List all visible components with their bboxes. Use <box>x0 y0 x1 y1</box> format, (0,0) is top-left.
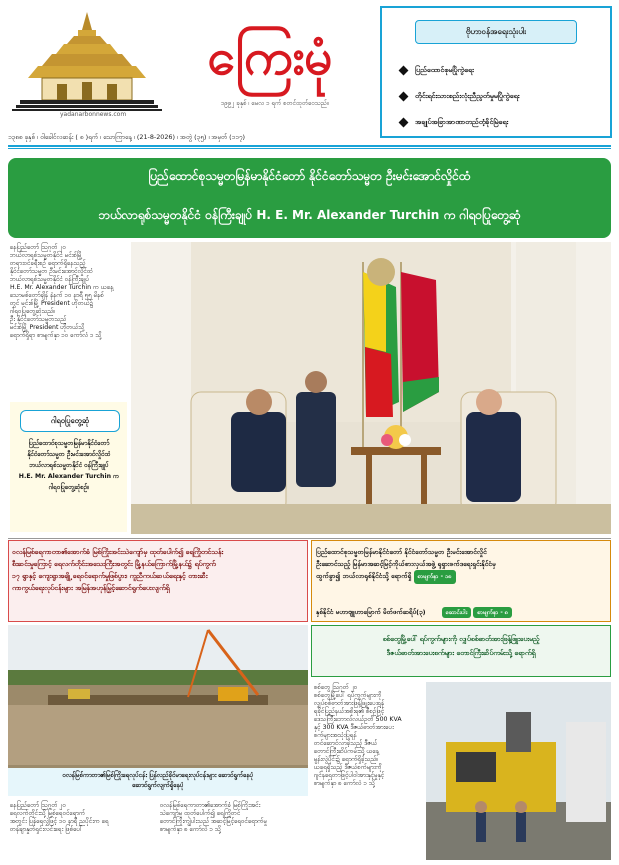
lead-photo <box>131 242 611 534</box>
newspaper-title: ကြေးမုံ <box>207 27 332 86</box>
headline-line-1: ပြည်ထောင်စုသမ္မတမြန်မာနိုင်ငံတော် နိုင်ငံတော်သမ္မတ ဦးမင်းအောင်လှိုင်ထံ <box>148 169 471 183</box>
article-tag: ဆောင်းပါး <box>442 607 471 618</box>
bottom-column-1: နေပြည်တော် ဩဂုတ် ၂၀ ရေလက်တိုင်းသို့ မြစ်ရေဝင်ရောက် အတွင်း ပြန်ရေလွှဲဖြင့် ၁၀ နာရီ ညပိုင်းက ရေ တန်ချာနှုတ်ရှင်းလင်းရေး ဖြစ်ပေါ် <box>10 802 109 833</box>
story-flood-headline: ဝလန်မြစ်ရေကာတာ၏အောက်ခံ မြစ်ကြိုးအင်းသဲကျော်မှ ထုတ်ပေါက်၍ ရေကြိုတင်သန်း စီးဆင်းမှုကြောင့် ရေလက်တိုင်းအသေးကြီးအတွင်း မြို့နယ်ကြောက်မြို့နယ်၌ ရပ်ကွက် ၁၇ ရွာနှင့် ကျေးရွာအချို့ ရေဝင်ရောက်မှုဖြစ်ပွား၊ ကူညီကယ်ဆယ်ရေးနှင့် တားဆီး ကာကွယ်ရေးလုပ်ငန်းများ အမြန်အဟုန်မြှင့်ဆောင်ရွက်ပေးလျက်ရှိ <box>12 548 224 592</box>
divider <box>8 538 611 539</box>
motto-heading: ဗိုဟာဝန်အရေးသုံးပါး <box>415 20 577 44</box>
diamond-bullet-icon <box>399 117 409 127</box>
motto-item: ပြည်ထောင်စုမပြိုကွဲရေး <box>400 66 605 76</box>
story-delegation-subhead: နှစ်နိုင်ငံ မဟာဗျူဟာမြောက် မိတ်ဖက်ဆရိပ်(၃) ဆောင်းပါး စာမျက်နှာ - ၈ <box>316 607 606 618</box>
page-reference: စာမျက်နှာ - ၈ <box>473 607 512 618</box>
flood-photo-caption: ဝလန်မြစ်ကာတာ၏မြစ်ကြိုးရေလုပ်ငန်း ပြန်လည်ခိုင်မာရေးလုပ်ငန်းများ ဆောင်ရွက်နေပုံ ဆောင်ရွက်လျက်ရှိနေပုံ <box>8 768 308 796</box>
story-generator-text: စစ်တွေ ဩဂုတ် ၂၀ စစ်တွေမြို့ပေါ် ရပ်ကွက်များကို လျှပ်စစ်ဓာတ်အားဖြန့်ဖြူးပေးရန် ရခိုင်ပြည်နယ်အစိုးရ၏ စီစဉ်ဖြင့် ဒေသကြီးဘောလ်လယ်ဥတိ 500 KVA နှင့် 300 KVA ဒီဇယ်ဓာတ်အားပေး စက်များအသုံးပြုရန် တင်ဆောင်လာခဲ့သည့် ဒီဇယ် တောင်ကြီးဆိပ်ကမ်းသို့ ယနေ့ မွန်းလွဲပိုင်း၌ ရောက်ရှိခဲ့သည်။ ယခုရရှိသည့် ဒီဇယ်စက်များကို ဂျင်နရေတာဖြင့်ပါဝါအားနှင့်မှုနှင့် စာမျက်နှာ ၈ ကော်လံ ၁ သို့ <box>314 684 402 787</box>
divider <box>8 148 611 149</box>
founding-dateline: ၁၉၉၂ ခုနှစ် ၊ မေလ ၁ ရက် စတင်ထုတ်ဝေသည်။ <box>221 100 329 107</box>
story-generator-headline: စစ်တွေမြို့ပေါ် ရပ်ကွက်များကို လျှပ်စစ်ဓာတ်အားဖြန့်ဖြူးပေးမည့် ဒီဇယ်ဓာတ်အားပေးစက်များ တောင်ကြီးဆိပ်ကမ်းသို့ ရောက်ရှိ <box>382 635 540 657</box>
lead-story-text: နေပြည်တော် ဩဂုတ် ၂၀ ဘယ်လာရုစ်သမ္မတနိုင်ငံ မင်းစ်မြို့ တရားဝင်ခရီးစဉ် ရောက်ရှိနေသည့် နိုင်ငံတော်သမ္မတ ဦးမင်းအောင်လှိုင်ထံ ဘယ်လာရုစ်သမ္မတနိုင်ငံ ဝန်ကြီးချုပ် H.E. Mr. Alexander Turchin က ယနေ့ သောမစ်တော်ချိန် နံနက် ၁၀ နာရီ ၅၅ မိနစ် တွင် မင်းစ်မြို့ President ဟိုတယ်၌ ဂါရဝပြုတွေ့ဆုံသည်။ ဦး နိုင်ငံတော်သမ္မတသည် မင်းစ်မြို့ President ဟိုတယ်သို့ ရောက်ရှိရာ စာမျက်နှာ ၁၀ ကော်လံ ၁ သို့ <box>10 244 114 339</box>
pagoda-emblem-icon <box>12 10 162 120</box>
diamond-bullet-icon <box>399 65 409 75</box>
motto-item: အချုပ်အခြာအာဏာတည်တံ့ခိုင်မြဲရေး <box>400 118 605 128</box>
divider <box>8 145 611 147</box>
page-reference: စာမျက်နှာ - ၁၈ <box>414 570 456 584</box>
story-delegation-headline: ပြည်ထောင်စုသမ္မတမြန်မာနိုင်ငံတော် နိုင်ငံတော်သမ္မတ ဦးမင်းအောင်လှိုင် ဦးဆောင်သည့် မြန်မာအဆင့်မြင့်ကိုယ်စားလှယ်အဖွဲ့ ရုရှားဖက်ဒရေးရှင်းနိုင်ငံမှ ထွက်ခွာ၍ ဘယ်လာရုစ်နိုင်ငံသို့ ရောက်ရှိ စာမျက်နှာ - ၁၈ <box>316 546 606 584</box>
caption-text: ပြည်ထောင်စုသမ္မတမြန်မာနိုင်ငံတော် နိုင်ငံတော်သမ္မတ ဦးမင်းအောင်လှိုင်ထံ ဘယ်လာရုစ်သမ္မတနိုင်ငံ ဝန်ကြီးချုပ် H.E. Mr. Alexander Turchin က ဂါရဝပြုတွေ့ဆုံစဉ်။ <box>18 440 120 491</box>
motto-item: တိုင်းရင်းသားစည်းလုံးညီညွတ်မှုမပြိုကွဲရေး <box>400 92 605 102</box>
bottom-column-2: ဝလန်မြစ်ရေကာတာ၏အောက်ခံ မြစ်ကြိုးအင်း သဲကျော်မှ ထုတ်ပေါက်၍ ရေကြိုတင် တောင်ကြိုးကျွဲပါးသည် အဆင့်မြင့်ရေဝင်ရောက်မှု စာမျက်နှာ ၈ ကော်လံ ၁ သို့ <box>160 802 268 833</box>
caption-heading: ဂါရဝပြုတွေ့ဆုံ <box>20 410 120 432</box>
headline-line-2: ဘယ်လာရုစ်သမ္မတနိုင်ငံ ဝန်ကြီးချုပ် H. E. Mr. Alexander Turchin က ဂါရဝပြုတွေ့ဆုံ <box>98 208 521 222</box>
issue-info: ၁၃၈၈ ခုနှစ် ၊ ဝါခေါင်လဆန်း ( ၈ )ရက် ၊ သောကြာနေ့ ၊ (21-8-2026) ၊ အတွဲ (၃၅) ၊ အမှတ် (၁၁၇) <box>8 133 245 141</box>
generator-photo <box>426 682 611 860</box>
flood-photo <box>8 625 308 780</box>
diamond-bullet-icon <box>399 91 409 101</box>
website-url: yadanarbonnews.com <box>60 111 127 118</box>
